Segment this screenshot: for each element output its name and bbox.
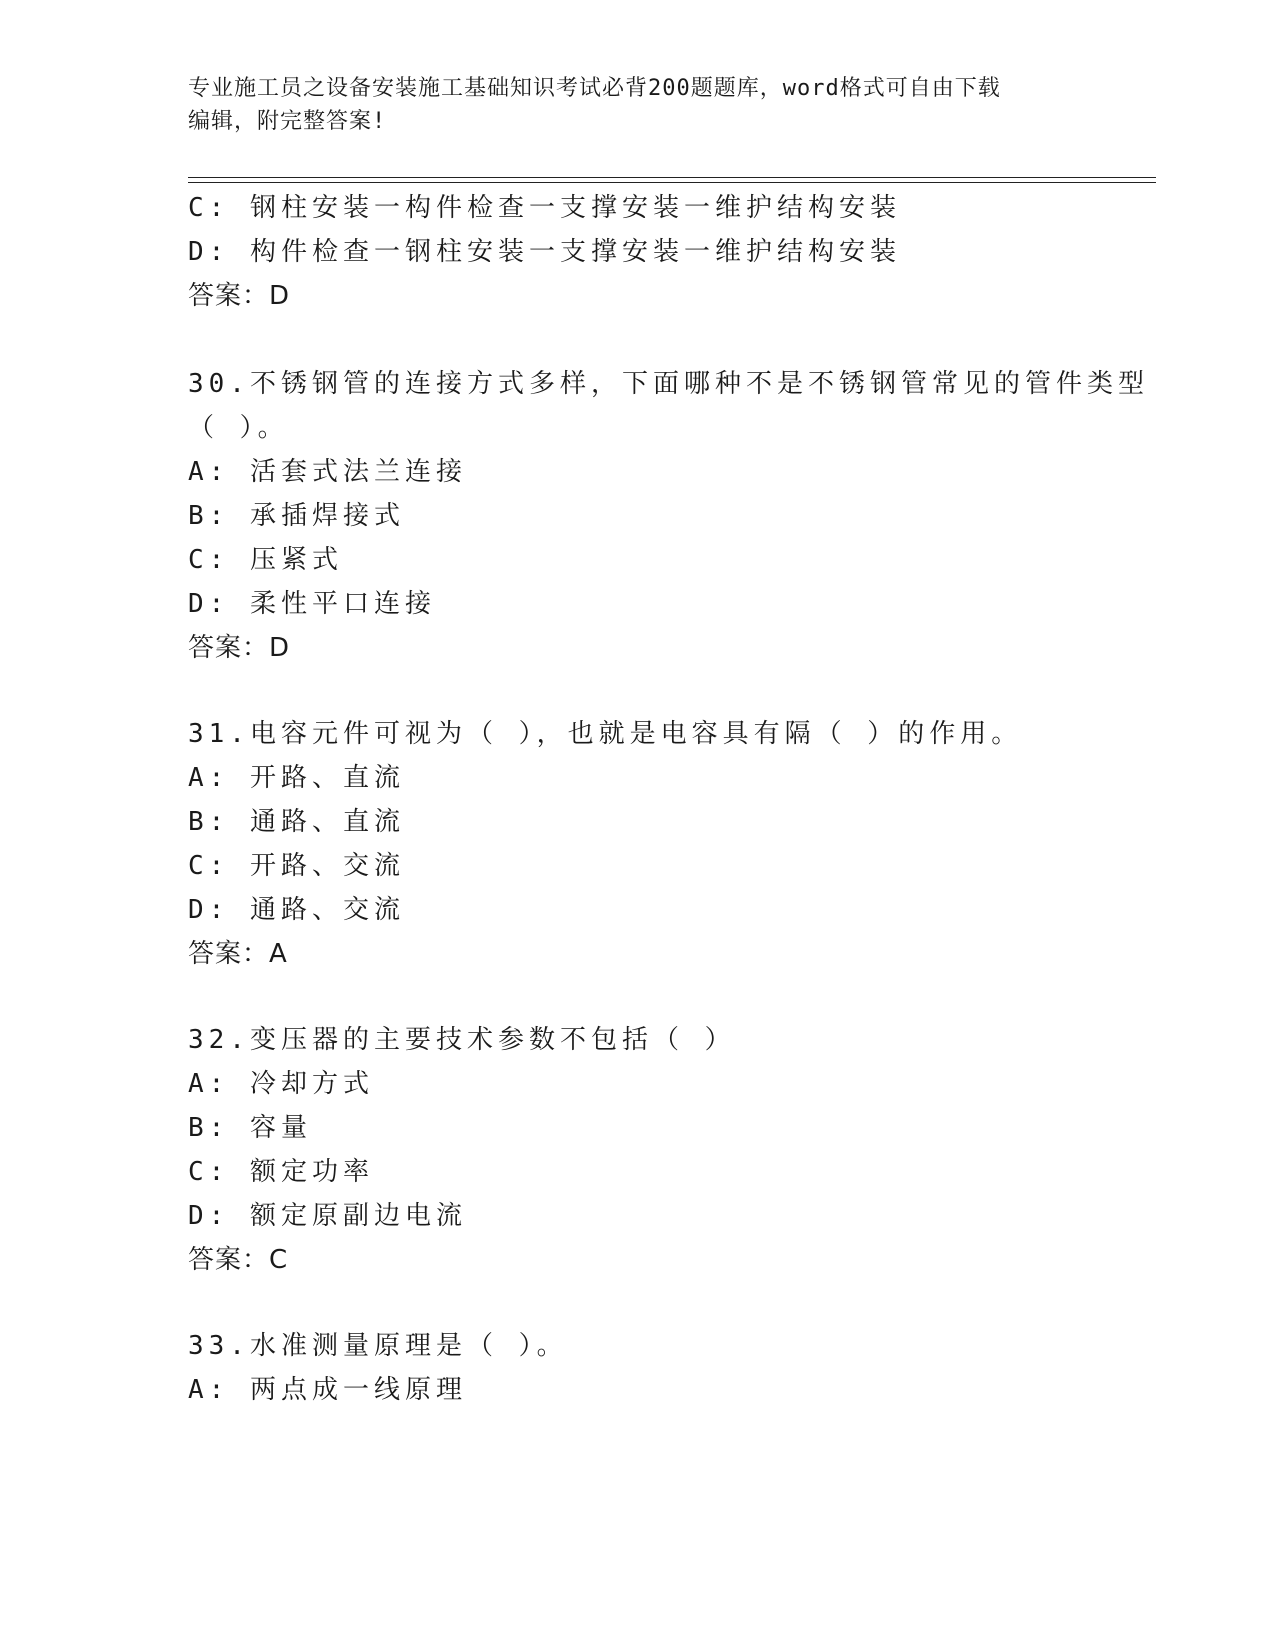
q31-option-a: A: 开路、直流	[188, 763, 405, 793]
q32-option-b: B: 容量	[188, 1113, 312, 1143]
q32-option-c: C: 额定功率	[188, 1157, 374, 1187]
header-title-line-1: 专业施工员之设备安装施工基础知识考试必背200题题库，word格式可自由下载	[188, 76, 1001, 101]
document-header	[188, 72, 1088, 138]
q29-option-d: D: 构件检查一钢柱安装一支撑安装一维护结构安装	[188, 237, 901, 267]
q31-stem: 31.电容元件可视为（ ），也就是电容具有隔（ ）的作用。	[188, 719, 1023, 749]
q31-option-d: D: 通路、交流	[188, 895, 405, 925]
q32-option-d: D: 额定原副边电流	[188, 1201, 467, 1231]
q33-stem: 33.水准测量原理是（ ）。	[188, 1331, 568, 1361]
q33-option-a: A: 两点成一线原理	[188, 1375, 467, 1405]
q29-answer: 答案：D	[188, 281, 291, 311]
q30-option-a: A: 活套式法兰连接	[188, 457, 467, 487]
q31-answer: 答案：A	[188, 939, 288, 969]
q30-option-c: C: 压紧式	[188, 545, 343, 575]
q29-option-c: C: 钢柱安装一构件检查一支撑安装一维护结构安装	[188, 193, 901, 223]
header-title-line-2: 编辑，附完整答案!	[188, 109, 387, 134]
q32-answer: 答案：C	[188, 1245, 289, 1275]
q31-option-b: B: 通路、直流	[188, 807, 405, 837]
q30-stem-line-2: （ ）。	[188, 413, 289, 443]
q30-stem-line-1: 30.不锈钢管的连接方式多样，下面哪种不是不锈钢管常见的管件类型	[188, 369, 1149, 399]
header-divider-bottom	[188, 182, 1156, 183]
q32-stem: 32.变压器的主要技术参数不包括（ ）	[188, 1025, 736, 1055]
q30-option-b: B: 承插焊接式	[188, 501, 405, 531]
q31-option-c: C: 开路、交流	[188, 851, 405, 881]
q32-option-a: A: 冷却方式	[188, 1069, 374, 1099]
header-divider-top	[188, 177, 1156, 178]
q30-option-d: D: 柔性平口连接	[188, 589, 436, 619]
q30-answer: 答案：D	[188, 633, 291, 663]
